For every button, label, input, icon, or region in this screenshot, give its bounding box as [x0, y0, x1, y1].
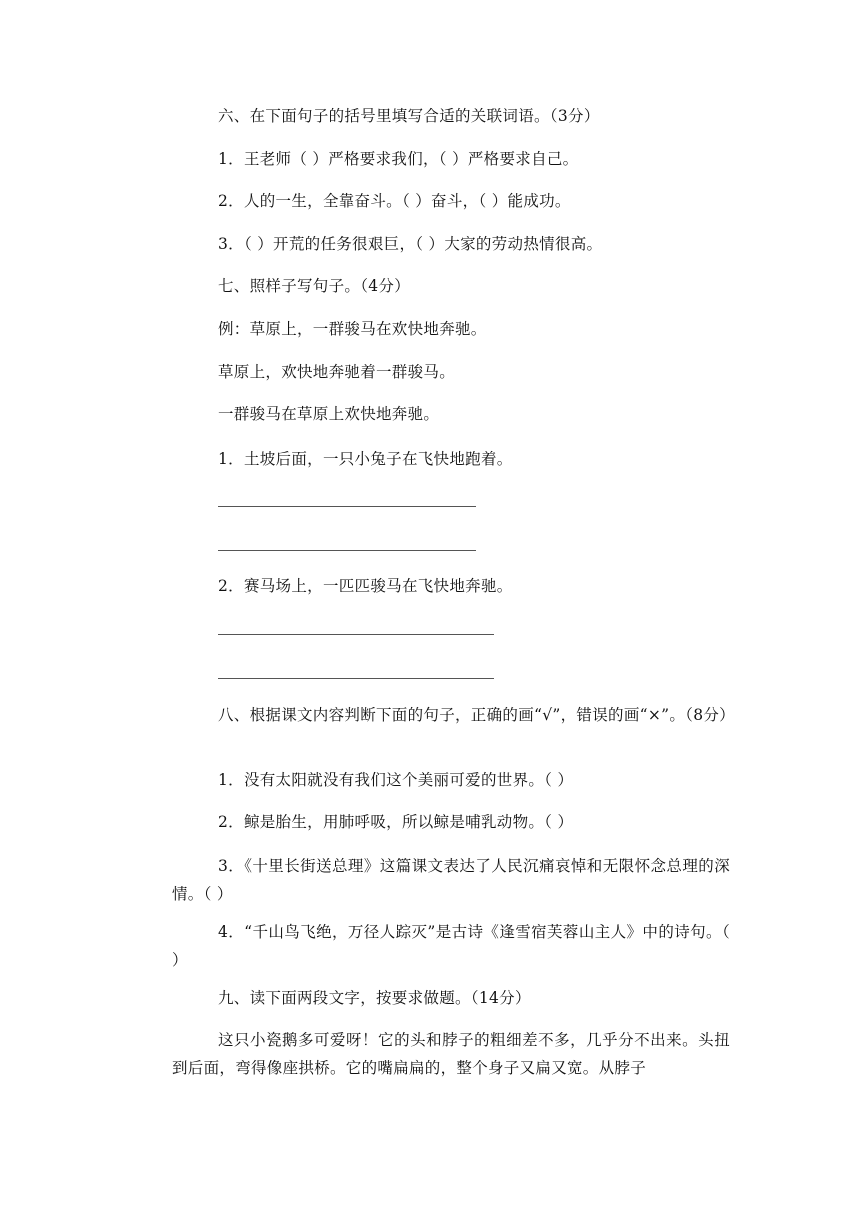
section-7-example: 例：草原上，一群骏马在欢快地奔驰。: [218, 320, 487, 338]
section-7-question-2: 2．赛马场上，一匹匹骏马在飞快地奔驰。: [218, 577, 513, 595]
section-7-example-answer-2: 一群骏马在草原上欢快地奔驰。: [218, 405, 440, 423]
answer-line-2b[interactable]: [218, 678, 494, 679]
section-9-passage: 这只小瓷鹅多可爱呀！它的头和脖子的粗细差不多，几乎分不出来。头扭到后面，弯得像座拱桥。它的嘴扁扁的，整个身子又扁又宽。从脖子: [172, 1031, 730, 1077]
section-8-question-3: 3．《十里长街送总理》这篇课文表达了人民沉痛哀悼和无限怀念总理的深情。（ ）: [172, 857, 730, 903]
section-8-question-4: 4．“千山鸟飞绝，万径人踪灭”是古诗《逢雪宿芙蓉山主人》中的诗句。（ ）: [172, 923, 730, 969]
section-6-question-1: 1．王老师（ ）严格要求我们，（ ）严格要求自己。: [218, 150, 579, 168]
section-7-question-1: 1．土坡后面，一只小兔子在飞快地跑着。: [218, 450, 513, 468]
section-9-title: 九、读下面两段文字，按要求做题。（14分）: [218, 989, 531, 1007]
answer-line-1a[interactable]: [218, 506, 476, 507]
section-6-question-2: 2．人的一生，全靠奋斗。（ ）奋斗，（ ）能成功。: [218, 192, 571, 210]
section-7-title: 七、照样子写句子。（4分）: [218, 277, 411, 295]
answer-line-1b[interactable]: [218, 550, 476, 551]
section-6-title: 六、在下面句子的括号里填写合适的关联词语。（3分）: [218, 107, 600, 125]
section-6-question-3: 3．（ ）开荒的任务很艰巨，（ ）大家的劳动热情很高。: [218, 235, 603, 253]
section-8-question-1: 1．没有太阳就没有我们这个美丽可爱的世界。（ ）: [218, 771, 574, 789]
section-8-question-2: 2．鲸是胎生，用肺呼吸，所以鲸是哺乳动物。（ ）: [218, 813, 574, 831]
section-8-title: 八、根据课文内容判断下面的句子，正确的画“√”，错误的画“×”。（8分）: [218, 706, 735, 724]
answer-line-2a[interactable]: [218, 634, 494, 635]
section-7-example-answer-1: 草原上，欢快地奔驰着一群骏马。: [218, 363, 456, 381]
